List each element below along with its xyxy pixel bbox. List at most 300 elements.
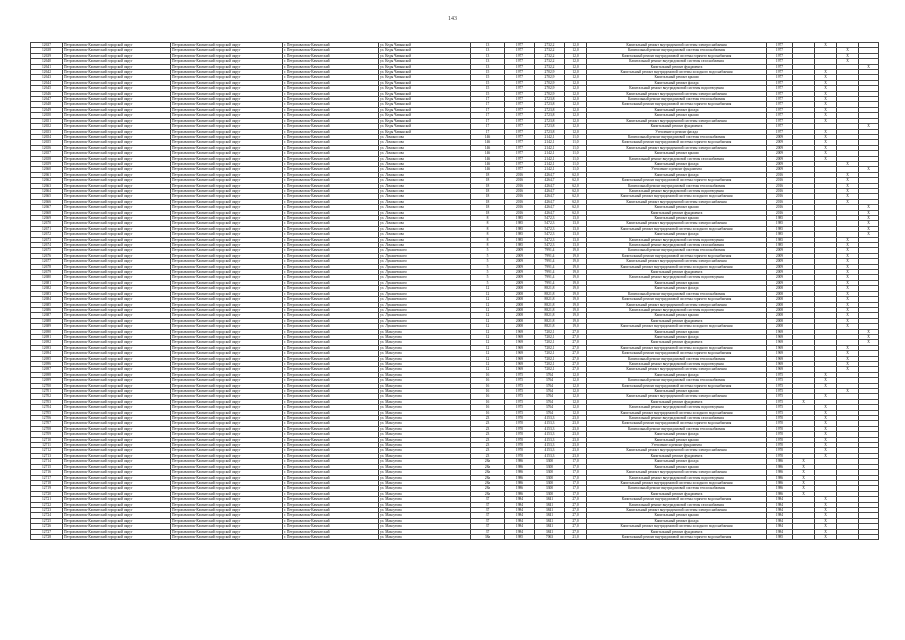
city-cell: г. Петропавловск-Камчатский	[283, 124, 379, 129]
period-mark-cell: X	[815, 394, 837, 399]
area-cell: 2723,8	[535, 102, 565, 107]
period-mark-cell: X	[815, 156, 837, 161]
house-cell: 16	[471, 405, 505, 410]
work-year-cell: 1977	[767, 129, 793, 134]
street-cell: ул. Максутова	[379, 340, 471, 345]
year-built-cell: 1969	[505, 367, 535, 372]
house-cell: 146	[471, 156, 505, 161]
floors-cell: 11,0	[565, 151, 587, 156]
floors-cell: 19,0	[565, 313, 587, 318]
region-cell: Петропавловск-Камчатский городской округ	[63, 43, 171, 48]
work-type-cell: Капитальный ремонт внутридомовой системы холодного водоснабжения	[587, 524, 767, 529]
work-year-cell: 1970	[767, 448, 793, 453]
period-mark-cell: X	[837, 286, 859, 291]
region-cell: Петропавловск-Камчатский городской округ	[63, 524, 171, 529]
street-cell: ул. Ломоносова	[379, 145, 471, 150]
region-cell: Петропавловск-Камчатский городской округ	[63, 534, 171, 539]
city-cell: г. Петропавловск-Камчатский	[283, 334, 379, 339]
row-number: 12703	[31, 399, 63, 404]
region-cell: Петропавловск-Камчатский городской округ	[63, 270, 171, 275]
city-cell: г. Петропавловск-Камчатский	[283, 291, 379, 296]
year-built-cell: 1969	[505, 361, 535, 366]
work-year-cell: 1969	[767, 334, 793, 339]
work-year-cell: 2008	[767, 318, 793, 323]
floors-cell: 13,0	[565, 237, 587, 242]
street-cell: ул. Лукашевского	[379, 318, 471, 323]
house-cell: 12	[471, 286, 505, 291]
municipality-cell: Петропавловск-Камчатский городской округ	[171, 243, 283, 248]
work-type-cell: Капитальный ремонт внутридомовой системы электроснабжения	[587, 221, 767, 226]
work-type-cell: Капитальный ремонт внутридомовой системы холодного водоснабжения	[587, 345, 767, 350]
area-cell: 3841	[535, 529, 565, 534]
municipality-cell: Петропавловск-Камчатский городской округ	[171, 378, 283, 383]
municipality-cell: Петропавловск-Камчатский городской округ	[171, 340, 283, 345]
row-number: 12661	[31, 172, 63, 177]
house-cell: 37	[471, 513, 505, 518]
city-cell: г. Петропавловск-Камчатский	[283, 59, 379, 64]
house-cell: 5	[471, 264, 505, 269]
work-type-cell: Капитальный ремонт фасада	[587, 107, 767, 112]
year-built-cell: 1969	[505, 351, 535, 356]
city-cell: г. Петропавловск-Камчатский	[283, 459, 379, 464]
region-cell: Петропавловск-Камчатский городской округ	[63, 529, 171, 534]
region-cell: Петропавловск-Камчатский городской округ	[63, 107, 171, 112]
region-cell: Петропавловск-Камчатский городской округ	[63, 97, 171, 102]
floors-cell: 17,0	[565, 475, 587, 480]
work-year-cell: 2016	[767, 178, 793, 183]
row-number: 12668	[31, 210, 63, 215]
municipality-cell: Петропавловск-Камчатский городской округ	[171, 140, 283, 145]
period-mark-cell: X	[837, 291, 859, 296]
region-cell: Петропавловск-Камчатский городской округ	[63, 345, 171, 350]
work-year-cell: 1986	[767, 475, 793, 480]
municipality-cell: Петропавловск-Камчатский городской округ	[171, 113, 283, 118]
city-cell: г. Петропавловск-Камчатский	[283, 145, 379, 150]
period-mark-cell: X	[815, 378, 837, 383]
area-cell: 2732,2	[535, 48, 565, 53]
year-built-cell: 1985	[505, 226, 535, 231]
period-mark-cell: X	[859, 340, 879, 345]
municipality-cell: Петропавловск-Камчатский городской округ	[171, 410, 283, 415]
street-cell: ул. Ломоносова	[379, 194, 471, 199]
street-cell: ул. Ломоносова	[379, 172, 471, 177]
house-cell: 146	[471, 161, 505, 166]
work-type-cell: Капитальный ремонт внутридомовой системы теплоснабжения	[587, 356, 767, 361]
work-type-cell: Капитальный ремонт внутридомовой системы холодного водоснабжения	[587, 410, 767, 415]
house-cell: 5	[471, 253, 505, 258]
work-type-cell: Капитальный ремонт фасада	[587, 161, 767, 166]
region-cell: Петропавловск-Камчатский городской округ	[63, 205, 171, 210]
city-cell: г. Петропавловск-Камчатский	[283, 497, 379, 502]
municipality-cell: Петропавловск-Камчатский городской округ	[171, 491, 283, 496]
region-cell: Петропавловск-Камчатский городской округ	[63, 280, 171, 285]
street-cell: ул. Ломоносова	[379, 199, 471, 204]
period-mark-cell: X	[793, 459, 815, 464]
floors-cell: 23,0	[565, 426, 587, 431]
area-cell: 3300	[535, 480, 565, 485]
city-cell: г. Петропавловск-Камчатский	[283, 64, 379, 69]
municipality-cell: Петропавловск-Камчатский городской округ	[171, 216, 283, 221]
area-cell: 8821,8	[535, 324, 565, 329]
work-year-cell: 1970	[767, 421, 793, 426]
area-cell: 4153,3	[535, 437, 565, 442]
street-cell: ул. Максутова	[379, 383, 471, 388]
work-type-cell: Капитальный ремонт внутридомовой системы электроснабжения	[587, 43, 767, 48]
work-year-cell: 2008	[767, 286, 793, 291]
year-built-cell: 2008	[505, 318, 535, 323]
row-number: 12660	[31, 167, 63, 172]
area-cell: 7991,4	[535, 280, 565, 285]
year-built-cell: 2016	[505, 188, 535, 193]
year-built-cell: 1986	[505, 486, 535, 491]
row-number: 12681	[31, 280, 63, 285]
period-mark-cell: X	[815, 140, 837, 145]
year-built-cell: 1977	[505, 113, 535, 118]
area-cell: 3841	[535, 518, 565, 523]
street-cell: ул. Максутова	[379, 378, 471, 383]
period-mark-cell: X	[815, 134, 837, 139]
area-cell: 4264,7	[535, 210, 565, 215]
area-cell: 8821,8	[535, 302, 565, 307]
city-cell: г. Петропавловск-Камчатский	[283, 270, 379, 275]
work-year-cell: 1984	[767, 513, 793, 518]
floors-cell: 27,0	[565, 518, 587, 523]
region-cell: Петропавловск-Камчатский городской округ	[63, 329, 171, 334]
street-cell: ул. Кеды Чавынской	[379, 118, 471, 123]
region-cell: Петропавловск-Камчатский городской округ	[63, 118, 171, 123]
work-type-cell: Капитальный ремонт внутридомовой системы водоотведения	[587, 405, 767, 410]
row-number: 12655	[31, 140, 63, 145]
region-cell: Петропавловск-Камчатский городской округ	[63, 410, 171, 415]
period-mark-cell: X	[859, 124, 879, 129]
street-cell: ул. Кеды Чавынской	[379, 86, 471, 91]
area-cell: 7991,4	[535, 275, 565, 280]
period-mark-cell: X	[859, 167, 879, 172]
year-built-cell: 2016	[505, 210, 535, 215]
house-cell: 23	[471, 437, 505, 442]
street-cell: ул. Максутова	[379, 529, 471, 534]
region-cell: Петропавловск-Камчатский городской округ	[63, 264, 171, 269]
floors-cell: 19,0	[565, 280, 587, 285]
floors-cell: 19,0	[565, 270, 587, 275]
municipality-cell: Петропавловск-Камчатский городской округ	[171, 502, 283, 507]
region-cell: Петропавловск-Камчатский городской округ	[63, 286, 171, 291]
work-year-cell: 1984	[767, 497, 793, 502]
work-year-cell: 2008	[767, 307, 793, 312]
municipality-cell: Петропавловск-Камчатский городской округ	[171, 399, 283, 404]
municipality-cell: Петропавловск-Камчатский городской округ	[171, 453, 283, 458]
year-built-cell: 1970	[505, 443, 535, 448]
work-year-cell: 1977	[767, 113, 793, 118]
municipality-cell: Петропавловск-Камчатский городской округ	[171, 194, 283, 199]
region-cell: Петропавловск-Камчатский городской округ	[63, 464, 171, 469]
work-year-cell: 1969	[767, 340, 793, 345]
work-year-cell: 1977	[767, 48, 793, 53]
street-cell: ул. Лукашевского	[379, 297, 471, 302]
street-cell: ул. Максутова	[379, 486, 471, 491]
street-cell: ул. Ломоносова	[379, 183, 471, 188]
row-number: 12662	[31, 178, 63, 183]
year-built-cell: 2016	[505, 205, 535, 210]
work-year-cell: 1986	[767, 491, 793, 496]
municipality-cell: Петропавловск-Камчатский городской округ	[171, 75, 283, 80]
city-cell: г. Петропавловск-Камчатский	[283, 302, 379, 307]
row-number: 12693	[31, 345, 63, 350]
year-built-cell: 1975	[505, 389, 535, 394]
row-number: 12700	[31, 383, 63, 388]
period-mark-cell: X	[837, 253, 859, 258]
street-cell: ул. Максутова	[379, 410, 471, 415]
region-cell: Петропавловск-Камчатский городской округ	[63, 259, 171, 264]
area-cell: 7202,1	[535, 361, 565, 366]
municipality-cell: Петропавловск-Камчатский городской округ	[171, 161, 283, 166]
work-year-cell: 2008	[767, 297, 793, 302]
year-built-cell: 1970	[505, 421, 535, 426]
work-type-cell: Капитальный ремонт внутридомовой системы электроснабжения	[587, 259, 767, 264]
city-cell: г. Петропавловск-Камчатский	[283, 324, 379, 329]
city-cell: г. Петропавловск-Камчатский	[283, 329, 379, 334]
year-built-cell: 2009	[505, 270, 535, 275]
period-mark-cell: X	[815, 75, 837, 80]
row-number: 12639	[31, 53, 63, 58]
municipality-cell: Петропавловск-Камчатский городской округ	[171, 507, 283, 512]
row-number: 12696	[31, 361, 63, 366]
area-cell: 3300	[535, 475, 565, 480]
municipality-cell: Петропавловск-Камчатский городской округ	[171, 351, 283, 356]
region-cell: Петропавловск-Камчатский городской округ	[63, 378, 171, 383]
row-number: 12647	[31, 97, 63, 102]
floors-cell: 12,0	[565, 80, 587, 85]
work-type-cell: Капитальный ремонт внутридомовой системы горячего водоснабжения	[587, 383, 767, 388]
city-cell: г. Петропавловск-Камчатский	[283, 318, 379, 323]
work-type-cell: Капитальный ремонт фундамента	[587, 270, 767, 275]
row-number: 12638	[31, 48, 63, 53]
period-mark-cell: X	[815, 151, 837, 156]
work-type-cell: Капитальный ремонт внутридомовой системы водоотведения	[587, 188, 767, 193]
work-type-cell: Капитальный ремонт внутридомовой системы холодного водоснабжения	[587, 226, 767, 231]
street-cell: ул. Ломоносова	[379, 134, 471, 139]
period-mark-cell: X	[815, 80, 837, 85]
city-cell: г. Петропавловск-Камчатский	[283, 91, 379, 96]
area-cell: 7991,4	[535, 270, 565, 275]
municipality-cell: Петропавловск-Камчатский городской округ	[171, 480, 283, 485]
work-year-cell: 1985	[767, 534, 793, 539]
house-cell: 37	[471, 502, 505, 507]
work-year-cell: 1977	[767, 102, 793, 107]
municipality-cell: Петропавловск-Камчатский городской округ	[171, 102, 283, 107]
period-mark-cell: X	[815, 113, 837, 118]
city-cell: г. Петропавловск-Камчатский	[283, 351, 379, 356]
house-cell: 23	[471, 416, 505, 421]
year-built-cell: 2009	[505, 253, 535, 258]
municipality-cell: Петропавловск-Камчатский городской округ	[171, 167, 283, 172]
floors-cell: 19,0	[565, 297, 587, 302]
house-cell: 12	[471, 307, 505, 312]
floors-cell: 17,0	[565, 486, 587, 491]
year-built-cell: 1985	[505, 534, 535, 539]
city-cell: г. Петропавловск-Камчатский	[283, 394, 379, 399]
area-cell: 3841	[535, 513, 565, 518]
street-cell: ул. Лукашевского	[379, 259, 471, 264]
period-mark-cell: X	[815, 129, 837, 134]
street-cell: ул. Кеды Чавынской	[379, 43, 471, 48]
area-cell: 4153,3	[535, 443, 565, 448]
floors-cell: 13,0	[565, 226, 587, 231]
city-cell: г. Петропавловск-Камчатский	[283, 172, 379, 177]
floors-cell: 12,0	[565, 53, 587, 58]
city-cell: г. Петропавловск-Камчатский	[283, 399, 379, 404]
city-cell: г. Петропавловск-Камчатский	[283, 432, 379, 437]
city-cell: г. Петропавловск-Камчатский	[283, 443, 379, 448]
year-built-cell: 2008	[505, 291, 535, 296]
house-cell: 17	[471, 107, 505, 112]
area-cell: 4153,3	[535, 453, 565, 458]
house-cell: 17	[471, 97, 505, 102]
floors-cell: 12,0	[565, 97, 587, 102]
house-cell: 28а	[471, 470, 505, 475]
row-number: 12694	[31, 351, 63, 356]
work-type-cell: Капитальный ремонт внутридомовой системы горячего водоснабжения	[587, 351, 767, 356]
city-cell: г. Петропавловск-Камчатский	[283, 524, 379, 529]
period-mark-cell: X	[859, 334, 879, 339]
work-year-cell: 2016	[767, 188, 793, 193]
floors-cell: 21,0	[565, 534, 587, 539]
region-cell: Петропавловск-Камчатский городской округ	[63, 91, 171, 96]
street-cell: ул. Максутова	[379, 518, 471, 523]
street-cell: ул. Кеды Чавынской	[379, 113, 471, 118]
area-cell: 2732,2	[535, 59, 565, 64]
floors-cell: 11,0	[565, 140, 587, 145]
floors-cell: 23,0	[565, 416, 587, 421]
city-cell: г. Петропавловск-Камчатский	[283, 118, 379, 123]
house-cell: 146	[471, 151, 505, 156]
house-cell: 15	[471, 91, 505, 96]
row-number: 12724	[31, 513, 63, 518]
year-built-cell: 1984	[505, 502, 535, 507]
municipality-cell: Петропавловск-Камчатский городской округ	[171, 356, 283, 361]
region-cell: Петропавловск-Камчатский городской округ	[63, 129, 171, 134]
floors-cell: 12,0	[565, 399, 587, 404]
floors-cell: 12,0	[565, 107, 587, 112]
municipality-cell: Петропавловск-Камчатский городской округ	[171, 443, 283, 448]
work-year-cell: 1970	[767, 453, 793, 458]
period-mark-cell: X	[837, 161, 859, 166]
floors-cell: 12,0	[565, 372, 587, 377]
work-type-cell: Капитальный ремонт внутридомовой системы теплоснабжения	[587, 378, 767, 383]
region-cell: Петропавловск-Камчатский городской округ	[63, 513, 171, 518]
municipality-cell: Петропавловск-Камчатский городской округ	[171, 318, 283, 323]
house-cell: 12	[471, 361, 505, 366]
work-type-cell: Капитальный ремонт внутридомовой системы теплоснабжения	[587, 48, 767, 53]
house-cell: 13	[471, 64, 505, 69]
work-year-cell: 2009	[767, 259, 793, 264]
area-cell: 2732,2	[535, 43, 565, 48]
floors-cell: 13,0	[565, 243, 587, 248]
row-number: 12715	[31, 464, 63, 469]
house-cell: 16	[471, 399, 505, 404]
street-cell: ул. Максутова	[379, 416, 471, 421]
work-type-cell: Капитальный ремонт крыши	[587, 151, 767, 156]
period-mark-cell: X	[815, 432, 837, 437]
region-cell: Петропавловск-Камчатский городской округ	[63, 340, 171, 345]
street-cell: ул. Максутова	[379, 448, 471, 453]
floors-cell: 27,0	[565, 356, 587, 361]
year-built-cell: 1985	[505, 237, 535, 242]
house-cell: 18	[471, 199, 505, 204]
municipality-cell: Петропавловск-Камчатский городской округ	[171, 270, 283, 275]
work-type-cell: Капитальный ремонт фундамента	[587, 340, 767, 345]
region-cell: Петропавловск-Камчатский городской округ	[63, 361, 171, 366]
floors-cell: 12,0	[565, 102, 587, 107]
work-year-cell: 2016	[767, 205, 793, 210]
street-cell: ул. Лукашевского	[379, 264, 471, 269]
city-cell: г. Петропавловск-Камчатский	[283, 151, 379, 156]
region-cell: Петропавловск-Камчатский городской округ	[63, 291, 171, 296]
period-mark-cell: X	[837, 237, 859, 242]
street-cell: ул. Кеды Чавынской	[379, 64, 471, 69]
floors-cell: 12,0	[565, 410, 587, 415]
work-type-cell: Капитальный ремонт внутридомовой системы теплоснабжения	[587, 183, 767, 188]
floors-cell: 27,0	[565, 529, 587, 534]
street-cell: ул. Ломоносова	[379, 140, 471, 145]
municipality-cell: Петропавловск-Камчатский городской округ	[171, 253, 283, 258]
floors-cell: 19,0	[565, 318, 587, 323]
work-type-cell: Капитальный ремонт внутридомовой системы газоснабжения	[587, 156, 767, 161]
row-number: 12679	[31, 270, 63, 275]
floors-cell: 62,0	[565, 188, 587, 193]
street-cell: ул. Максутова	[379, 405, 471, 410]
house-cell: 12	[471, 351, 505, 356]
region-cell: Петропавловск-Камчатский городской округ	[63, 102, 171, 107]
work-type-cell: Капитальный ремонт внутридомовой системы горячего водоснабжения	[587, 53, 767, 58]
area-cell: 3300	[535, 470, 565, 475]
area-cell: 3764	[535, 399, 565, 404]
work-year-cell: 1970	[767, 432, 793, 437]
area-cell: 7202,1	[535, 334, 565, 339]
year-built-cell: 1977	[505, 134, 535, 139]
city-cell: г. Петропавловск-Камчатский	[283, 448, 379, 453]
period-mark-cell: X	[815, 513, 837, 518]
region-cell: Петропавловск-Камчатский городской округ	[63, 253, 171, 258]
city-cell: г. Петропавловск-Камчатский	[283, 53, 379, 58]
city-cell: г. Петропавловск-Камчатский	[283, 253, 379, 258]
region-cell: Петропавловск-Камчатский городской округ	[63, 210, 171, 215]
year-built-cell: 2009	[505, 248, 535, 253]
area-cell: 2142,1	[535, 167, 565, 172]
row-number: 12644	[31, 80, 63, 85]
work-type-cell: Капитальный ремонт внутридомовой системы водоотведения	[587, 475, 767, 480]
municipality-cell: Петропавловск-Камчатский городской округ	[171, 107, 283, 112]
row-number: 12674	[31, 243, 63, 248]
city-cell: г. Петропавловск-Камчатский	[283, 534, 379, 539]
work-type-cell: Капитальный ремонт фасада	[587, 172, 767, 177]
municipality-cell: Петропавловск-Камчатский городской округ	[171, 183, 283, 188]
house-cell: 18	[471, 205, 505, 210]
house-cell: 18	[471, 194, 505, 199]
row-number: 12663	[31, 183, 63, 188]
municipality-cell: Петропавловск-Камчатский городской округ	[171, 345, 283, 350]
city-cell: г. Петропавловск-Камчатский	[283, 372, 379, 377]
area-cell: 5472,3	[535, 226, 565, 231]
city-cell: г. Петропавловск-Камчатский	[283, 464, 379, 469]
work-type-cell: Капитальный ремонт внутридомовой системы электроснабжения	[587, 199, 767, 204]
area-cell: 3841	[535, 497, 565, 502]
work-year-cell: 1985	[767, 243, 793, 248]
city-cell: г. Петропавловск-Камчатский	[283, 75, 379, 80]
row-number: 12659	[31, 161, 63, 166]
floors-cell: 62,0	[565, 183, 587, 188]
city-cell: г. Петропавловск-Камчатский	[283, 313, 379, 318]
